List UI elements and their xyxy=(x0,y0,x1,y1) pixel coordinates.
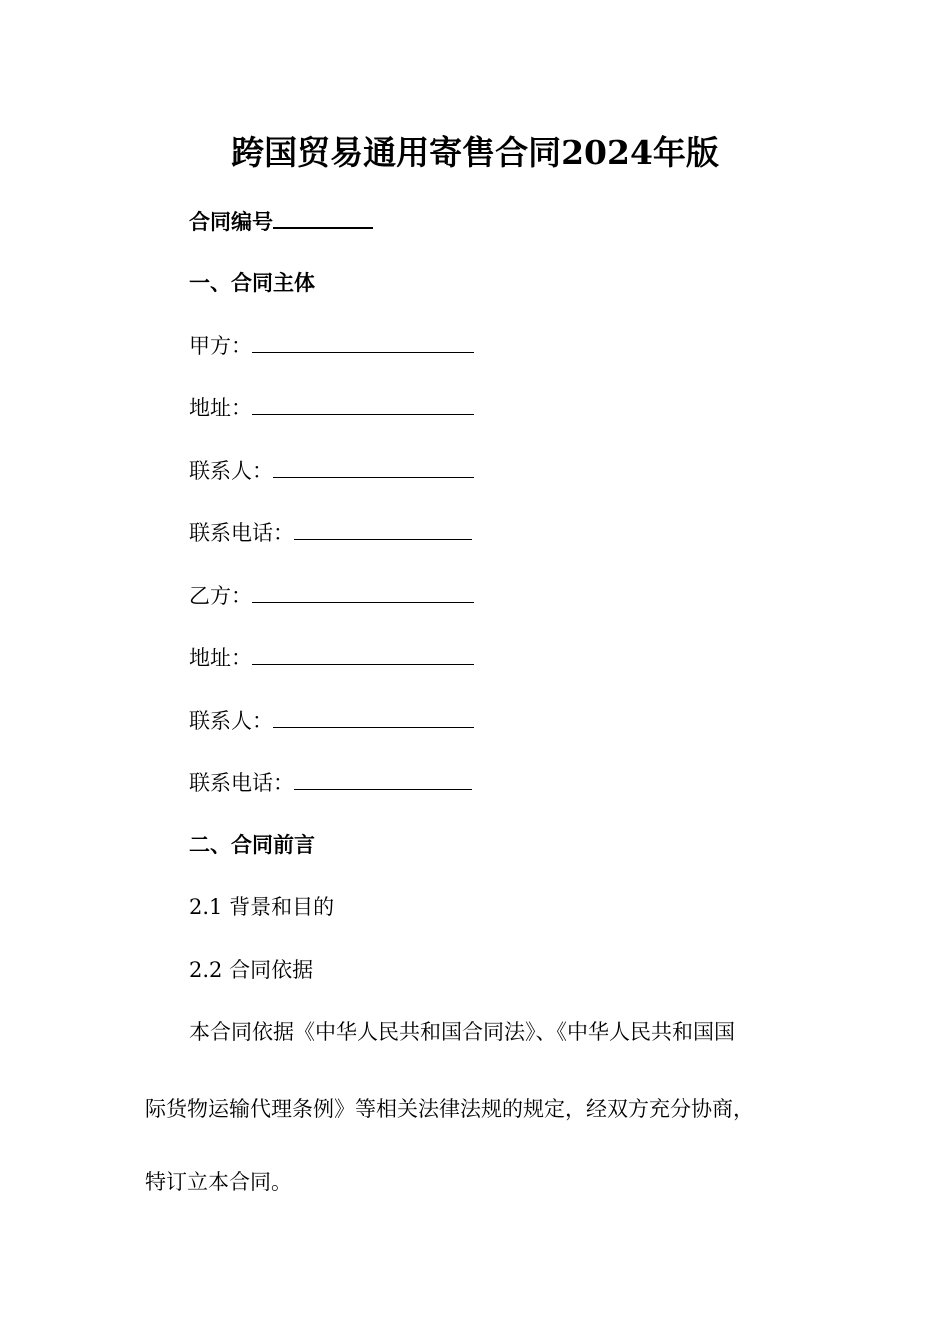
basis-paragraph-line-3: 特订立本合同。 xyxy=(145,1170,292,1194)
party-a-contact-row xyxy=(189,455,474,486)
contract-number-row xyxy=(189,205,373,237)
contract-number-blank[interactable] xyxy=(273,205,373,229)
party-a-address-row xyxy=(189,392,474,423)
contract-number-label: 合同编号 xyxy=(189,209,273,234)
party-a-phone-blank[interactable] xyxy=(294,517,472,540)
party-b-phone-label: 联系电话： xyxy=(189,771,294,795)
party-b-address-row xyxy=(189,642,474,673)
party-a-blank[interactable] xyxy=(252,330,474,353)
section1-heading: 一、合同主体 xyxy=(189,270,315,295)
party-a-contact-blank[interactable] xyxy=(273,455,474,478)
basis-paragraph-line-1: 本合同依据《中华人民共和国合同法》、《中华人民共和国国 xyxy=(189,1020,735,1044)
party-b-phone-row xyxy=(189,767,472,798)
section2-item-1: 2.1 背景和目的 xyxy=(189,895,335,919)
section2-heading: 二、合同前言 xyxy=(189,832,315,857)
party-b-contact-row xyxy=(189,705,474,736)
party-a-address-label: 地址： xyxy=(189,396,252,420)
party-b-contact-blank[interactable] xyxy=(273,705,474,728)
section2-item-2: 2.2 合同依据 xyxy=(189,958,314,982)
party-a-phone-label: 联系电话： xyxy=(189,521,294,545)
party-b-contact-label: 联系人： xyxy=(189,709,273,733)
party-b-address-blank[interactable] xyxy=(252,642,474,665)
party-a-contact-label: 联系人： xyxy=(189,459,273,483)
basis-paragraph-line-2: 际货物运输代理条例》等相关法律法规的规定，经双方充分协商， xyxy=(145,1097,754,1121)
party-b-phone-blank[interactable] xyxy=(294,767,472,790)
party-a-label: 甲方： xyxy=(189,334,252,358)
party-a-row xyxy=(189,330,474,361)
document-title: 跨国贸易通用寄售合同2024年版 xyxy=(231,133,719,172)
party-b-row xyxy=(189,580,474,611)
party-b-address-label: 地址： xyxy=(189,646,252,670)
party-a-address-blank[interactable] xyxy=(252,392,474,415)
party-b-blank[interactable] xyxy=(252,580,474,603)
party-a-phone-row xyxy=(189,517,472,548)
party-b-label: 乙方： xyxy=(189,584,252,608)
